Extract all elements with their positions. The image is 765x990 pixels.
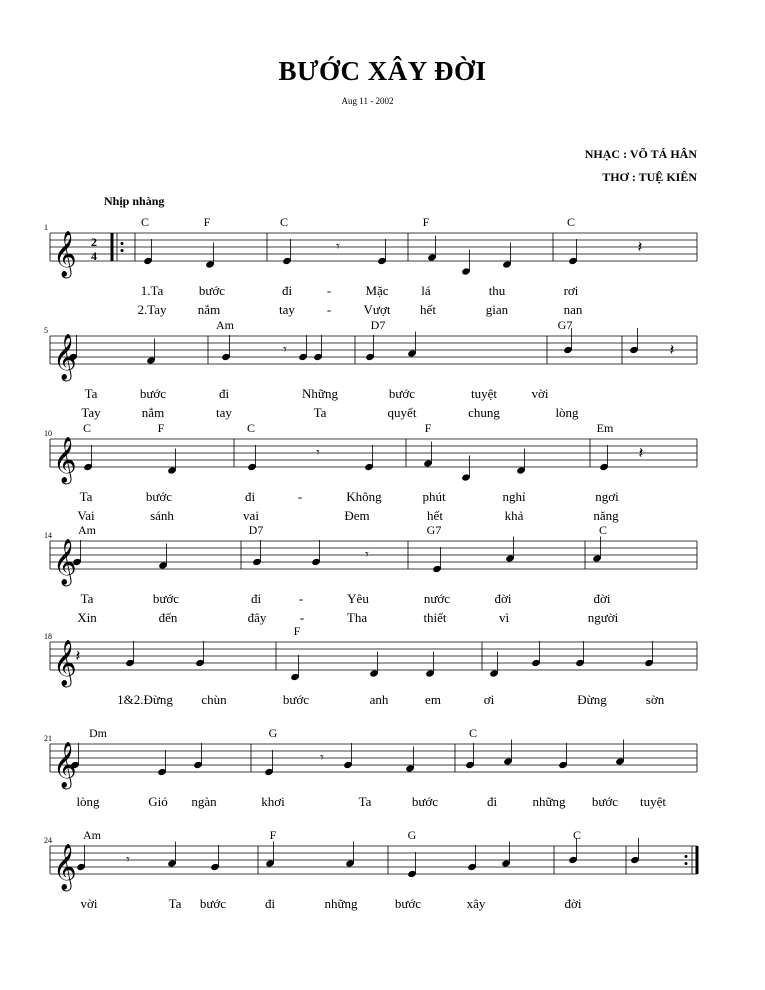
lyric-syllable: Xin [77,610,97,625]
repeat-dot [685,855,688,858]
lyric-syllable: bước [394,896,422,911]
lyric-syllable: đời [593,591,611,606]
lyric-syllable: vời [80,896,98,911]
lyric-syllable: xây [466,896,486,911]
lyric-syllable: - [298,591,304,606]
lyric-syllable: Những [302,386,338,401]
chord-symbol: G7 [426,523,442,537]
measure-number: 1 [44,223,48,232]
treble-clef-icon: 𝄞 [53,539,77,585]
lyric-syllable: 2.Tay [137,302,167,317]
lyric-syllable: đến [158,610,178,625]
lyric-syllable: Ta [84,386,98,401]
staff-system [50,233,697,276]
chord-symbol: C [598,523,608,537]
lyric-syllable: bước [152,591,180,606]
lyric-syllable: hết [427,508,443,523]
lyric-syllable: tay [279,302,295,317]
lyric-syllable: Ta [313,405,327,420]
chord-symbol: Dm [89,726,107,740]
eighth-rest-icon: 𝄾 [126,852,130,868]
lyric-syllable: Yêu [347,591,369,606]
measure-number: 18 [44,632,52,641]
lyric-syllable: ơi [483,692,495,707]
lyric-syllable: khơi [261,794,285,809]
chord-symbol: G [407,828,417,842]
lyric-syllable: Ta [168,896,182,911]
lyric-syllable: chùn [201,692,227,707]
chord-symbol: G7 [557,318,573,332]
quarter-rest-icon: 𝄽 [75,646,81,665]
lyric-syllable: đời [564,896,582,911]
chord-symbol: G [268,726,278,740]
song-date: Aug 11 - 2002 [341,96,394,106]
lyric-syllable: ngàn [191,794,217,809]
chord-symbol: Am [83,828,101,842]
lyric-syllable: bước [411,794,439,809]
chord-symbol: C [279,215,289,229]
lyric-syllable: chung [468,405,500,420]
lyric-syllable: bước [199,896,227,911]
chord-symbol: C [572,828,582,842]
lyric-syllable: sánh [150,508,174,523]
lyric-syllable: lá [421,283,431,298]
lyric-syllable: thiết [423,610,447,625]
lyric-syllable: đi [218,386,230,401]
measure-number: 21 [44,734,52,743]
chord-symbol: D7 [370,318,386,332]
lyric-syllable: đây [247,610,267,625]
lyric-syllable: Mặc [365,283,389,298]
lyric-syllable: nắm [141,405,165,420]
eighth-rest-icon: 𝄾 [365,547,369,563]
time-signature-bottom: 4 [91,249,97,263]
eighth-rest-icon: 𝄾 [320,750,324,766]
chord-symbol: F [293,624,301,638]
lyric-syllable: hết [420,302,436,317]
lyric-syllable: vì [498,610,510,625]
lyric-syllable: quyết [387,405,417,420]
lyric-syllable: nghỉ [502,489,526,504]
lyric-syllable: Tha [346,610,368,625]
lyric-syllable: Đừng [577,692,607,707]
lyric-syllable: - [299,610,305,625]
measure-number: 24 [44,836,52,845]
composer-credit: NHẠC : VÕ TÁ HÂN [584,147,697,161]
measure-number: 10 [44,429,52,438]
treble-clef-icon: 𝄞 [53,742,77,788]
treble-clef-icon: 𝄞 [53,640,77,686]
repeat-dot [121,249,124,252]
lyric-syllable: nắm [197,302,221,317]
lyric-syllable: Gió [148,794,168,809]
eighth-rest-icon: 𝄾 [283,342,287,358]
staff-system [50,439,697,482]
staff-system [50,537,697,574]
lyric-syllable: - [326,302,332,317]
lyric-syllable: nan [563,302,583,317]
chord-symbol: C [246,421,256,435]
chord-symbol: C [82,421,92,435]
lyric-syllable: tuyệt [471,386,497,401]
lyric-syllable: đời [494,591,512,606]
lyric-syllable: Ta [79,489,93,504]
lyric-syllable: Tay [81,405,101,420]
eighth-rest-icon: 𝄾 [336,239,340,255]
lyric-syllable: đi [264,896,276,911]
tempo-marking: Nhịp nhàng [104,194,165,208]
quarter-rest-icon: 𝄽 [637,237,643,256]
lyric-syllable: anh [369,692,389,707]
lyric-syllable: em [425,692,441,707]
chord-symbol: D7 [248,523,264,537]
lyric-syllable: tuyệt [640,794,666,809]
treble-clef-icon: 𝄞 [53,334,77,380]
chord-symbol: Am [216,318,234,332]
lyric-syllable: vời [531,386,549,401]
staff-system [50,838,697,878]
lyric-syllable: những [532,794,566,809]
lyric-syllable: 1.Ta [140,283,164,298]
lyric-syllable: Ta [80,591,94,606]
lyric-syllable: đi [244,489,256,504]
lyric-syllable: ngơi [595,489,619,504]
lyric-syllable: Đem [344,508,370,523]
chord-symbol: C [468,726,478,740]
lyric-syllable: Vượt [363,302,391,317]
measure-number: 5 [44,326,48,335]
chord-symbol: C [140,215,150,229]
time-signature-top: 2 [91,235,97,249]
lyric-syllable: - [326,283,332,298]
quarter-rest-icon: 𝄽 [669,340,675,359]
chord-symbol: F [157,421,165,435]
lyric-syllable: Vai [77,508,95,523]
quarter-rest-icon: 𝄽 [638,443,644,462]
lyric-syllable: đi [281,283,293,298]
chord-symbol: C [566,215,576,229]
lyric-syllable: bước [388,386,416,401]
lyric-syllable: nước [423,591,451,606]
treble-clef-icon: 𝄞 [53,231,77,277]
lyric-syllable: tay [216,405,232,420]
lyric-syllable: người [587,610,619,625]
treble-clef-icon: 𝄞 [53,437,77,483]
lyric-syllable: gian [485,302,509,317]
eighth-rest-icon: 𝄾 [316,445,320,461]
chord-symbol: F [424,421,432,435]
chord-symbol: F [203,215,211,229]
lyric-syllable: Ta [358,794,372,809]
chord-symbol: F [422,215,430,229]
staff-system [50,328,697,365]
lyric-syllable: Không [346,489,382,504]
staff-system [50,641,697,681]
lyric-syllable: khả [504,508,524,523]
lyric-syllable: bước [145,489,173,504]
lyric-syllable: bước [591,794,619,809]
lyric-syllable: đi [486,794,498,809]
lyric-syllable: lòng [555,405,579,420]
chord-symbol: Em [596,421,614,435]
lyric-syllable: năng [593,508,619,523]
lyric-syllable: vai [243,508,259,523]
lyric-syllable: những [324,896,358,911]
lyric-syllable: phút [422,489,446,504]
song-title: BƯỚC XÂY ĐỜI [278,56,487,86]
lyric-syllable: - [297,489,303,504]
lyric-syllable: thu [488,283,506,298]
treble-clef-icon: 𝄞 [53,844,77,890]
lyric-syllable: 1&2.Đừng [117,692,173,707]
chord-symbol: F [269,828,277,842]
lyricist-credit: THƠ : TUỆ KIÊN [602,170,697,184]
lyric-syllable: đi [250,591,262,606]
lyric-syllable: bước [282,692,310,707]
lyric-syllable: bước [139,386,167,401]
lyric-syllable: sờn [645,692,665,707]
chord-symbol: Am [78,523,96,537]
staff-system [50,740,697,777]
lyric-syllable: rơi [563,283,579,298]
repeat-dot [685,862,688,865]
lyric-syllable: lòng [76,794,100,809]
lyric-syllable: bước [198,283,226,298]
measure-number: 14 [44,531,52,540]
repeat-dot [121,242,124,245]
